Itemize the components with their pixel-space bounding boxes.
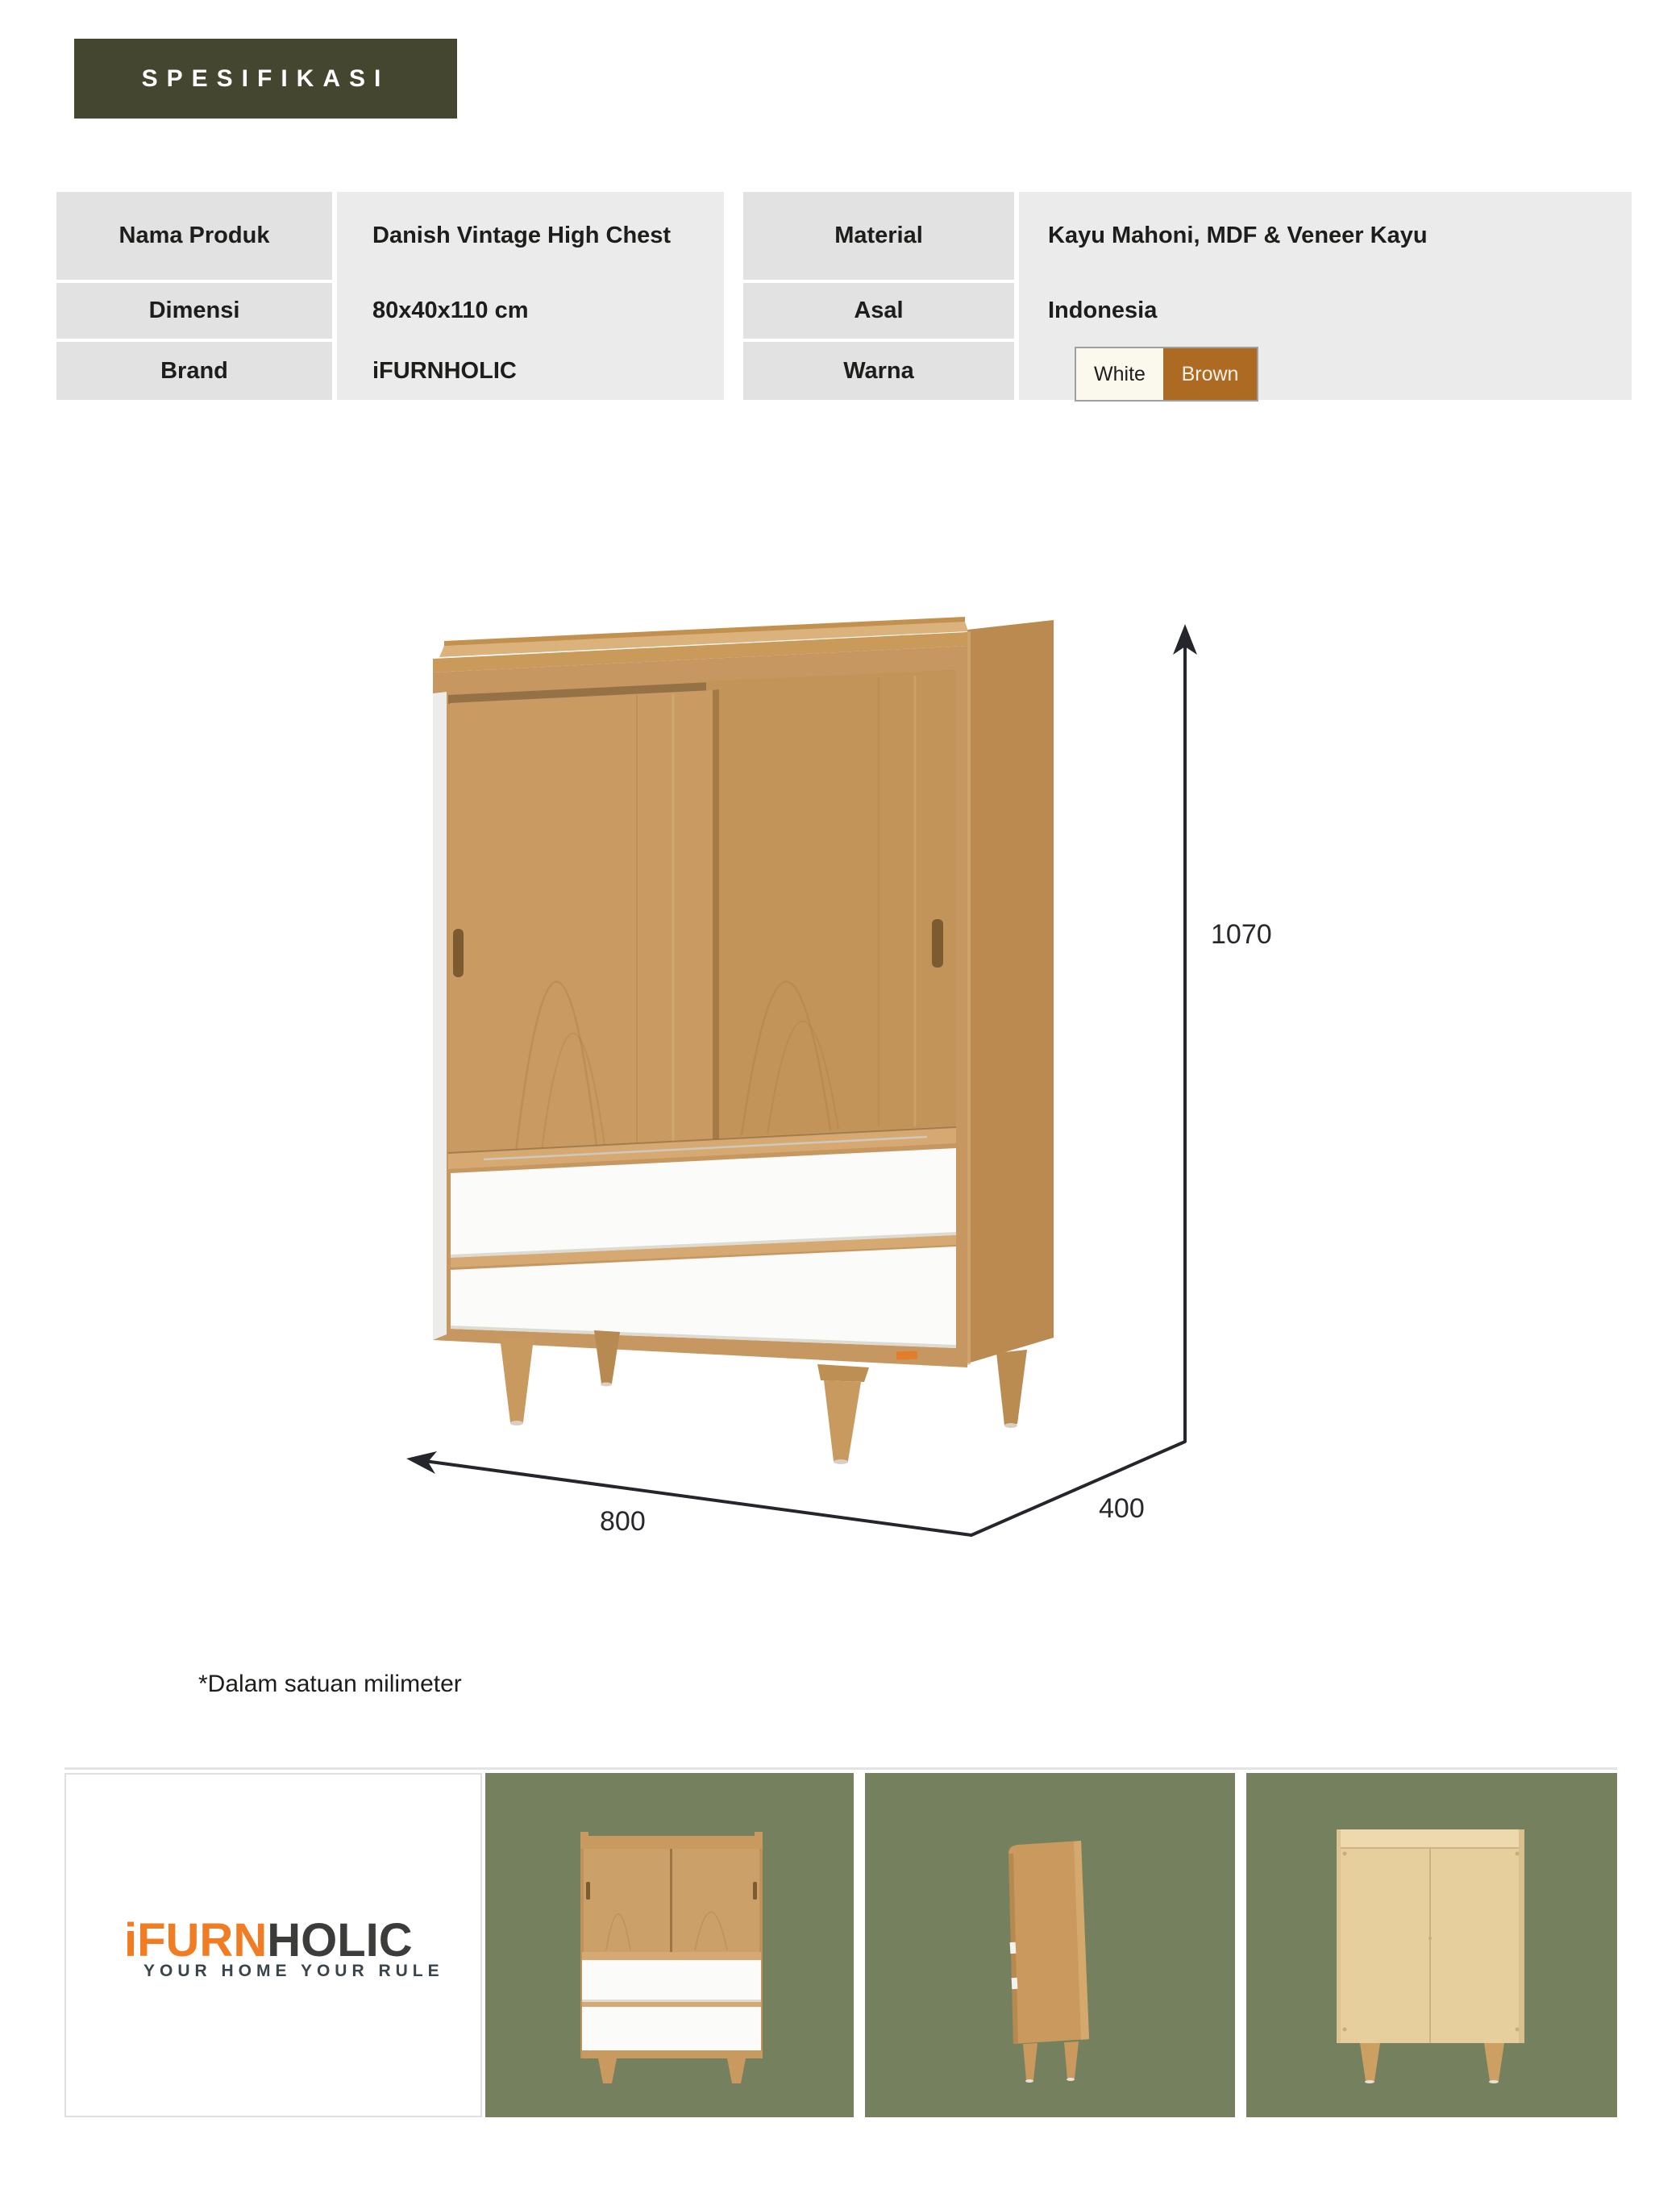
thumbnail-back-view [1246,1773,1617,2117]
cabinet-side-panel [967,620,1054,1363]
value-product-name: Danish Vintage High Chest [372,223,672,248]
thumbnail-side-view [865,1773,1235,2117]
brand-tagline: YOUR HOME YOUR RULE [143,1962,444,1980]
label-text: Nama Produk [119,223,270,248]
door-handle-right-notch [932,919,943,968]
label-text: Dimensi [148,298,240,323]
value-brand: iFURNHOLIC [372,357,517,384]
sliding-door-left [450,689,719,1153]
label-text: Asal [854,298,904,323]
label-text: Warna [843,357,914,384]
depth-dimension-label: 400 [1099,1493,1145,1524]
product-photo-perspective [433,617,1054,1464]
front-view-illustration [485,1773,854,2117]
label-text: Brand [160,357,228,384]
logo-primary-text: iFURN [124,1914,268,1966]
cabinet-left-edge [433,692,447,1340]
value-material: Kayu Mahoni, MDF & Veneer Kayu [1048,223,1428,248]
door-handle-left-notch [453,929,464,977]
strip-top-divider [64,1767,1617,1770]
label-text: Material [834,223,923,248]
page-title: SPESIFIKASI [141,65,390,92]
value-asal: Indonesia [1048,298,1158,323]
brand-sticker [896,1351,917,1360]
sliding-door-right [706,670,956,1138]
logo-secondary-text: HOLIC [267,1914,413,1966]
thumbnail-front-view [485,1773,854,2117]
unit-note: *Dalam satuan milimeter [198,1671,462,1697]
brand-logo [124,1913,413,1967]
width-dimension-label: 800 [600,1506,646,1537]
value-dimension: 80x40x110 cm [372,298,529,323]
height-dimension-label: 1070 [1211,919,1272,950]
back-view-illustration [1246,1773,1617,2117]
side-view-illustration [865,1773,1235,2117]
brown-option-label: Brown [1181,362,1239,385]
white-option-label: White [1094,362,1146,385]
brand-logo-panel [64,1773,482,2117]
